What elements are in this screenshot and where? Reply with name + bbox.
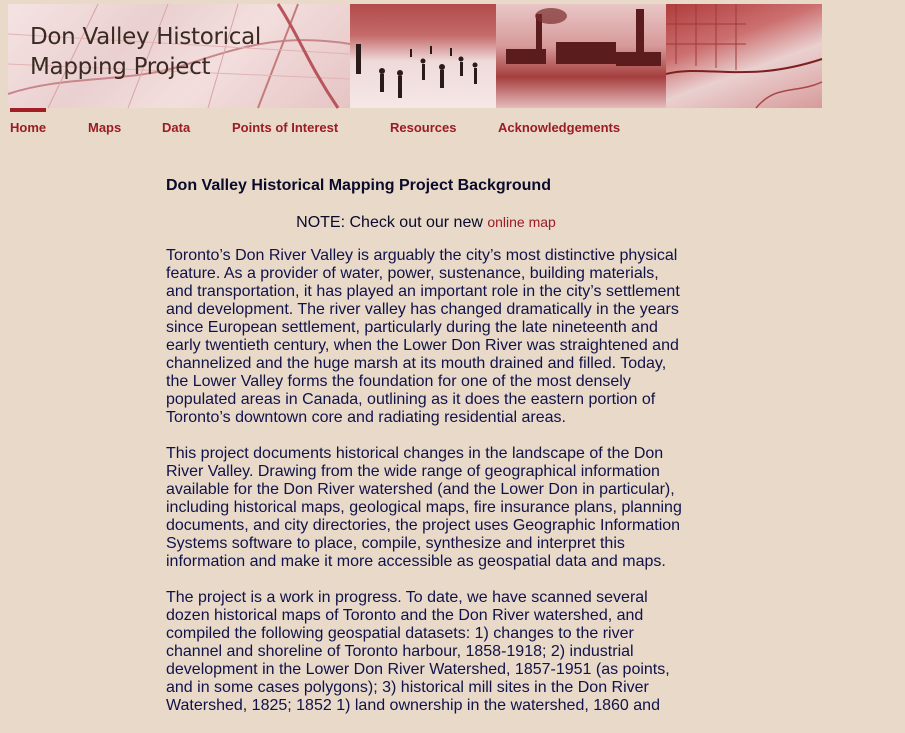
main-nav: [0, 108, 905, 148]
nav-acknowledgements[interactable]: Acknowledgements: [498, 120, 621, 135]
progress-paragraph: The project is a work in progress. To date, we have scanned several dozen historical maps of Toronto and the Don River watershed, and compiled the following geospatial datasets: 1) changes to the river channel and shoreline of Toronto harbour, 1858-1918; 2) industrial development in the Lower Don River Watershed, 1857-1951 (as points, and in some cases polygons); 3) historical mill sites in the Don River Watershed, 1825; 1852 1) land ownership in the watershed, 1860 and: [166, 589, 670, 714]
nav-resources[interactable]: Resources: [390, 120, 457, 135]
skaters-photo: [350, 4, 496, 108]
site-title-line1: Don Valley Historical: [30, 24, 262, 50]
nav-points-of-interest[interactable]: Points of Interest: [232, 120, 339, 135]
online-map-link[interactable]: online map: [487, 214, 556, 230]
bay-map-image: [666, 4, 822, 108]
nav-home[interactable]: Home: [10, 108, 46, 152]
main-content: [166, 176, 686, 733]
nav-data[interactable]: Data: [162, 120, 191, 135]
note-prefix: NOTE: Check out our new: [296, 214, 488, 231]
factory-photo: [496, 4, 666, 108]
page-title: Don Valley Historical Mapping Project Background: [166, 177, 551, 194]
header-banner: [8, 4, 822, 108]
intro-paragraph: Toronto’s Don River Valley is arguably the city’s most distinctive physical feature. As a provider of water, power, sustenance, building materials, and transportation, it has played an important role in the city’s settlement and development. The river valley has changed dramatically in the years since European settlement, particularly during the late nineteenth and early twentieth century, when the Lower Don River was straightened and channelized and the huge marsh at its mouth drained and filled. Today, the Lower Valley forms the foundation for one of the most densely populated areas in Canada, outlining as it does the eastern portion of Toronto’s downtown core and radiating residential areas.: [166, 247, 680, 426]
site-title: [30, 22, 261, 82]
project-paragraph: This project documents historical changes in the landscape of the Don River Valley. Drawing from the wide range of geographical information available for the Don River watershed (and the Lower Don in particular), including historical maps, geological maps, fire insurance plans, planning documents, and city directories, the project uses Geographic Information Systems software to place, compile, synthesize and interpret this information and make it more accessible as geospatial data and maps.: [166, 445, 682, 570]
site-title-line2: Mapping Project: [30, 54, 211, 80]
nav-maps[interactable]: Maps: [88, 120, 122, 135]
note-text: [166, 212, 686, 233]
